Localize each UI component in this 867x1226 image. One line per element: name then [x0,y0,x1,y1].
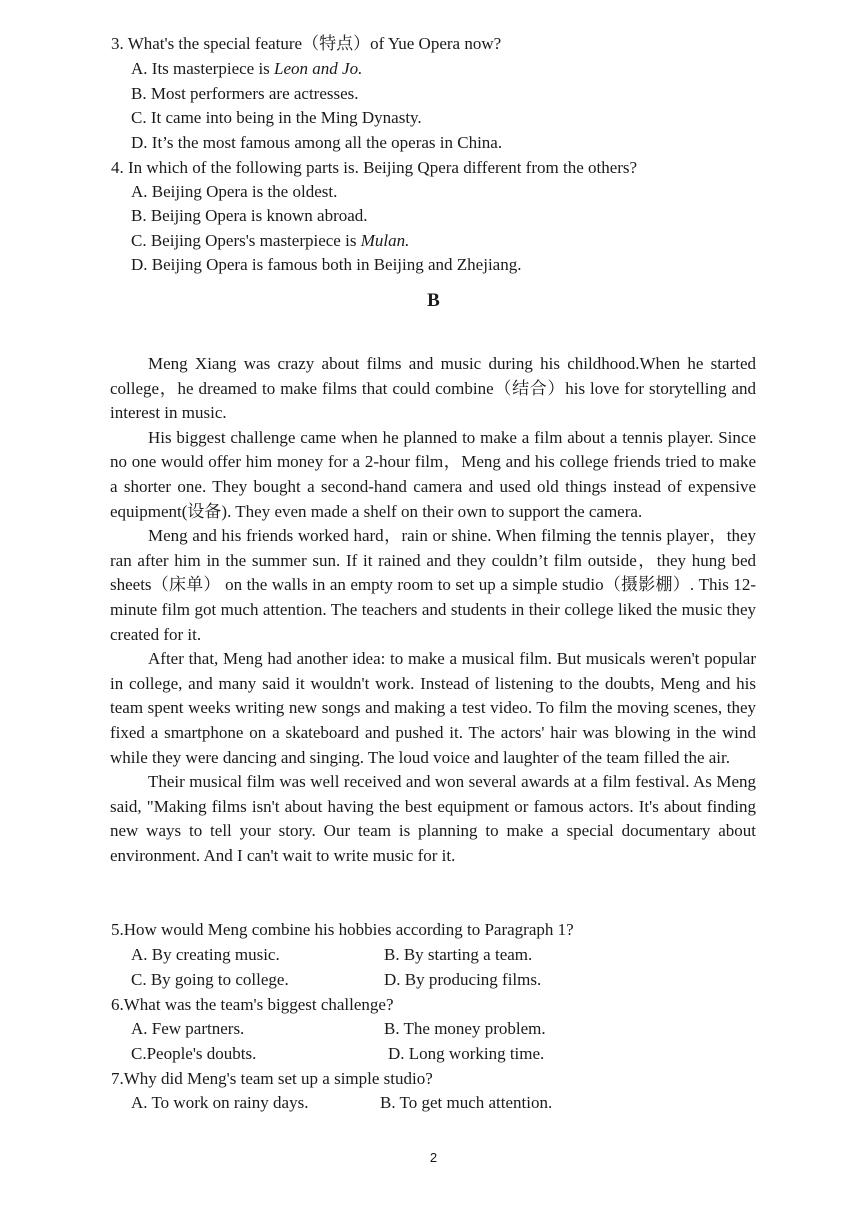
section-title: B [427,290,440,311]
option-text: C. Beijing Opers's masterpiece is [131,231,361,250]
question-5-option-b: B. By starting a team. [384,945,533,964]
question-4-option-a: A. Beijing Opera is the oldest. [131,182,338,201]
reading-passage [110,352,756,868]
passage-paragraph: Meng Xiang was crazy about films and music during his childhood.When he started college，he dreamed to make films that could combine（结合）his love for storytelling and interest in music. [110,354,756,423]
question-3-option-b: B. Most performers are actresses. [131,84,359,103]
question-3-option-c: C. It came into being in the Ming Dynasty. [131,108,422,127]
question-6-option-d: D. Long working time. [388,1044,545,1063]
question-6-option-a: A. Few partners. [131,1019,245,1038]
question-7-stem: 7.Why did Meng's team set up a simple studio? [111,1069,433,1088]
page-number: 2 [429,1150,438,1165]
question-3-stem: 3. What's the special feature（特点）of Yue Opera now? [111,34,502,53]
title-italic: Mulan. [360,231,410,250]
question-3-option-a [131,57,362,81]
passage-paragraph: His biggest challenge came when he planned to make a film about a tennis player. Since no one would offer him money for a 2-hour film，Meng and his college friends tried to make a shorter one. They bought a second-hand camera and used old things instead of expensive equipment(设备). They even made a shelf on their own to support the camera. [110,427,756,521]
question-7-option-a: A. To work on rainy days. [131,1093,309,1112]
question-6-option-c: C.People's doubts. [131,1044,257,1063]
question-4-option-b: B. Beijing Opera is known abroad. [131,206,368,225]
passage-paragraph: Meng and his friends worked hard，rain or shine. When filming the tennis player，they ran after him in the summer sun. If it rained and they couldn’t film outside，they hung bed sheets（床单） on the walls in an empty room to set up a simple studio（摄影棚）. This 12-minute film got much attention. The teachers and students in their college liked the music they created for it. [110,526,756,644]
question-6-stem: 6.What was the team's biggest challenge? [111,995,394,1014]
question-5-option-c: C. By going to college. [131,970,289,989]
question-6-option-b: B. The money problem. [384,1019,546,1038]
question-4-option-c [131,229,409,253]
question-3-option-d: D. It’s the most famous among all the operas in China. [131,133,503,152]
question-4-option-d: D. Beijing Opera is famous both in Beijing and Zhejiang. [131,255,522,274]
option-text: A. Its masterpiece is [131,59,275,78]
passage-paragraph: After that, Meng had another idea: to make a musical film. But musicals weren't popular in college, and many said it wouldn't work. Instead of listening to the doubts, Meng and his team spent weeks writing new songs and making a test video. To film the moving scenes, they fixed a smartphone on a skateboard and pushed it. The actors' hair was blowing in the wind while they were dancing and singing. The loud voice and laughter of the team filled the air. [110,649,756,767]
question-7-option-b: B. To get much attention. [380,1093,553,1112]
question-5-option-d: D. By producing films. [384,970,542,989]
title-italic: Leon and Jo. [274,59,363,78]
question-4-stem: 4. In which of the following parts is. Beijing Qpera different from the others? [111,158,638,177]
passage-paragraph: Their musical film was well received and won several awards at a film festival. As Meng said, "Making films isn't about having the best equipment or famous actors. It's about finding new ways to tell your story. Our team is planning to make a special documentary about environment. And I can't wait to write music for it. [110,772,756,865]
question-5-option-a: A. By creating music. [131,945,280,964]
question-5-stem: 5.How would Meng combine his hobbies according to Paragraph 1? [111,920,574,939]
